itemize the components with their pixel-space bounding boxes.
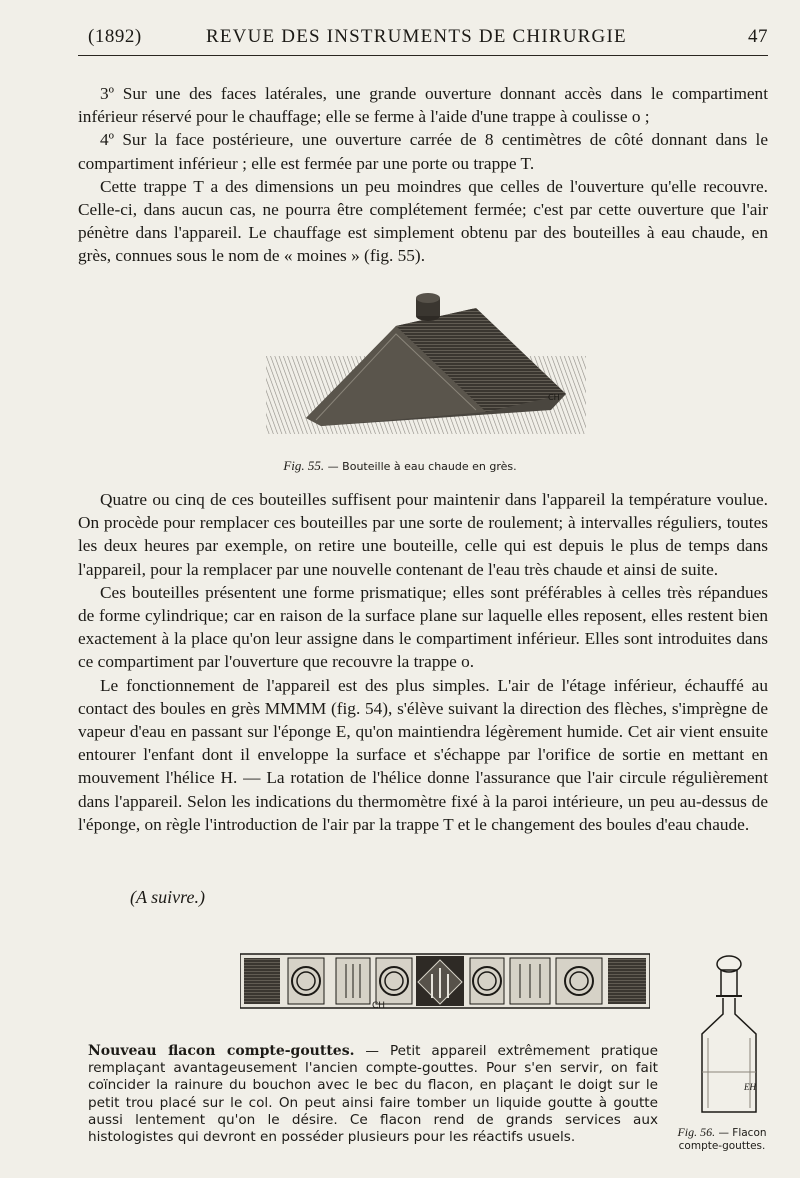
paragraph: Ces bouteilles présentent une forme prismatique; elles sont préférables à celles très répandues de forme cylindrique; car en raison de la surface plane sur laquelle elles reposent, elles restent bien exactement à la place qu'on leur assigne dans le compartiment inférieur. Elles sont introduites dans ce compartiment par l'ouverture que recouvre la trappe o. — [78, 582, 768, 672]
running-header — [78, 20, 768, 50]
reagent-labels-strip-illustration — [240, 952, 650, 1012]
page-number: 47 — [748, 26, 768, 47]
fig56-number: Fig. 56. — [677, 1125, 716, 1139]
fig55-number: Fig. 55. — [283, 458, 325, 473]
paragraph: Quatre ou cinq de ces bouteilles suffisent pour maintenir dans l'appareil la température voulue. On procède pour remplacer ces bouteilles par une sorte de roulement; à intervalles réguliers, toutes les deux heures par exemple, on retire une bouteille, celle qui est depuis le plus de temps dans l'appareil, pour la remplacer par une nouvelle contenant de l'eau très chaude et ainsi de suite. — [78, 490, 768, 579]
figure-56-caption — [662, 1126, 782, 1153]
header-rule — [78, 55, 768, 56]
fig55-engraver-mark: CH — [548, 393, 560, 402]
header-year: (1892) — [88, 26, 142, 47]
paragraph: Le fonctionnement de l'appareil est des plus simples. L'air de l'étage inférieur, échauffé au contact des boules en grès MMMM (fig. 54), s'élève suivant la direction des flèches, s'imprègne de vapeur d'eau en passant sur l'éponge E, qu'on maintiendra légèrement humide. Cet air vient ensuite entourer l'enfant dont il enveloppe la surface et s'échappe par l'orifice de sortie en mettant en mouvement l'hélice H. — La rotation de l'hélice donne l'assurance que l'air circule régulièrement dans l'appareil. Selon les indications du thermomètre fixé à la paroi intérieure, un peu au-dessus de l'éponge, on règle l'introduction de l'air par la trappe T et le changement des boules d'eau chaude. — [78, 675, 768, 834]
paragraph: Cette trappe T a des dimensions un peu moindres que celles de l'ouverture qu'elle recouvre. Celle-ci, dans aucun cas, ne pourra être complétement fermée; c'est par cette ouverture que l'air pénètre dans l'appareil. Le chauffage est simplement obtenu par des bouteilles à eau chaude, en grès, connues sous le nom de « moines » (fig. 55). — [78, 176, 768, 266]
figure-55-caption — [0, 458, 800, 474]
hot-water-bottle-illustration — [266, 286, 586, 436]
header-journal-title: REVUE DES INSTRUMENTS DE CHIRURGIE — [206, 26, 627, 47]
paragraph: 3º Sur une des faces latérales, une grande ouverture donnant accès dans le compartiment inférieur réservé pour le chauffage; elle se ferme à l'aide d'une trappe à coulisse o ; — [78, 84, 768, 127]
flacon-notice — [88, 1043, 658, 1146]
dropper-flask-illustration — [688, 952, 770, 1120]
text-block-bottom — [78, 488, 768, 836]
strip-engraver-mark: CH — [372, 1001, 386, 1011]
fig56-engraver-mark: EH — [744, 1082, 756, 1092]
paragraph — [88, 1043, 658, 1146]
fig55-text: — Bouteille à eau chaude en grès. — [327, 460, 517, 473]
text-block-top — [78, 82, 768, 268]
to-be-continued: (A suivre.) — [130, 887, 205, 907]
fig56-text: — Flacon compte-gouttes. — [678, 1127, 767, 1152]
paragraph: 4º Sur la face postérieure, une ouverture carrée de 8 centimètres de côté donnant dans le compartiment inférieur ; elle est fermée par une porte ou trappe T. — [78, 130, 768, 173]
flacon-title: Nouveau flacon compte-gouttes. — [88, 1043, 355, 1059]
flacon-text: — Petit appareil extrêmement pratique remplaçant avantageusement l'ancien compte-gouttes. Pour s'en servir, on fait coïncider la rainure du bouchon avec le bec du flacon, en plaçant le doigt sur le petit trou placé sur le col. On peut ainsi faire tomber un liquide goutte à goutte aussi lentement qu'on le désire. Ce flacon rend de grands services aux histologistes qui devront en posséder plusieurs pour les réactifs usuels. — [88, 1043, 658, 1146]
